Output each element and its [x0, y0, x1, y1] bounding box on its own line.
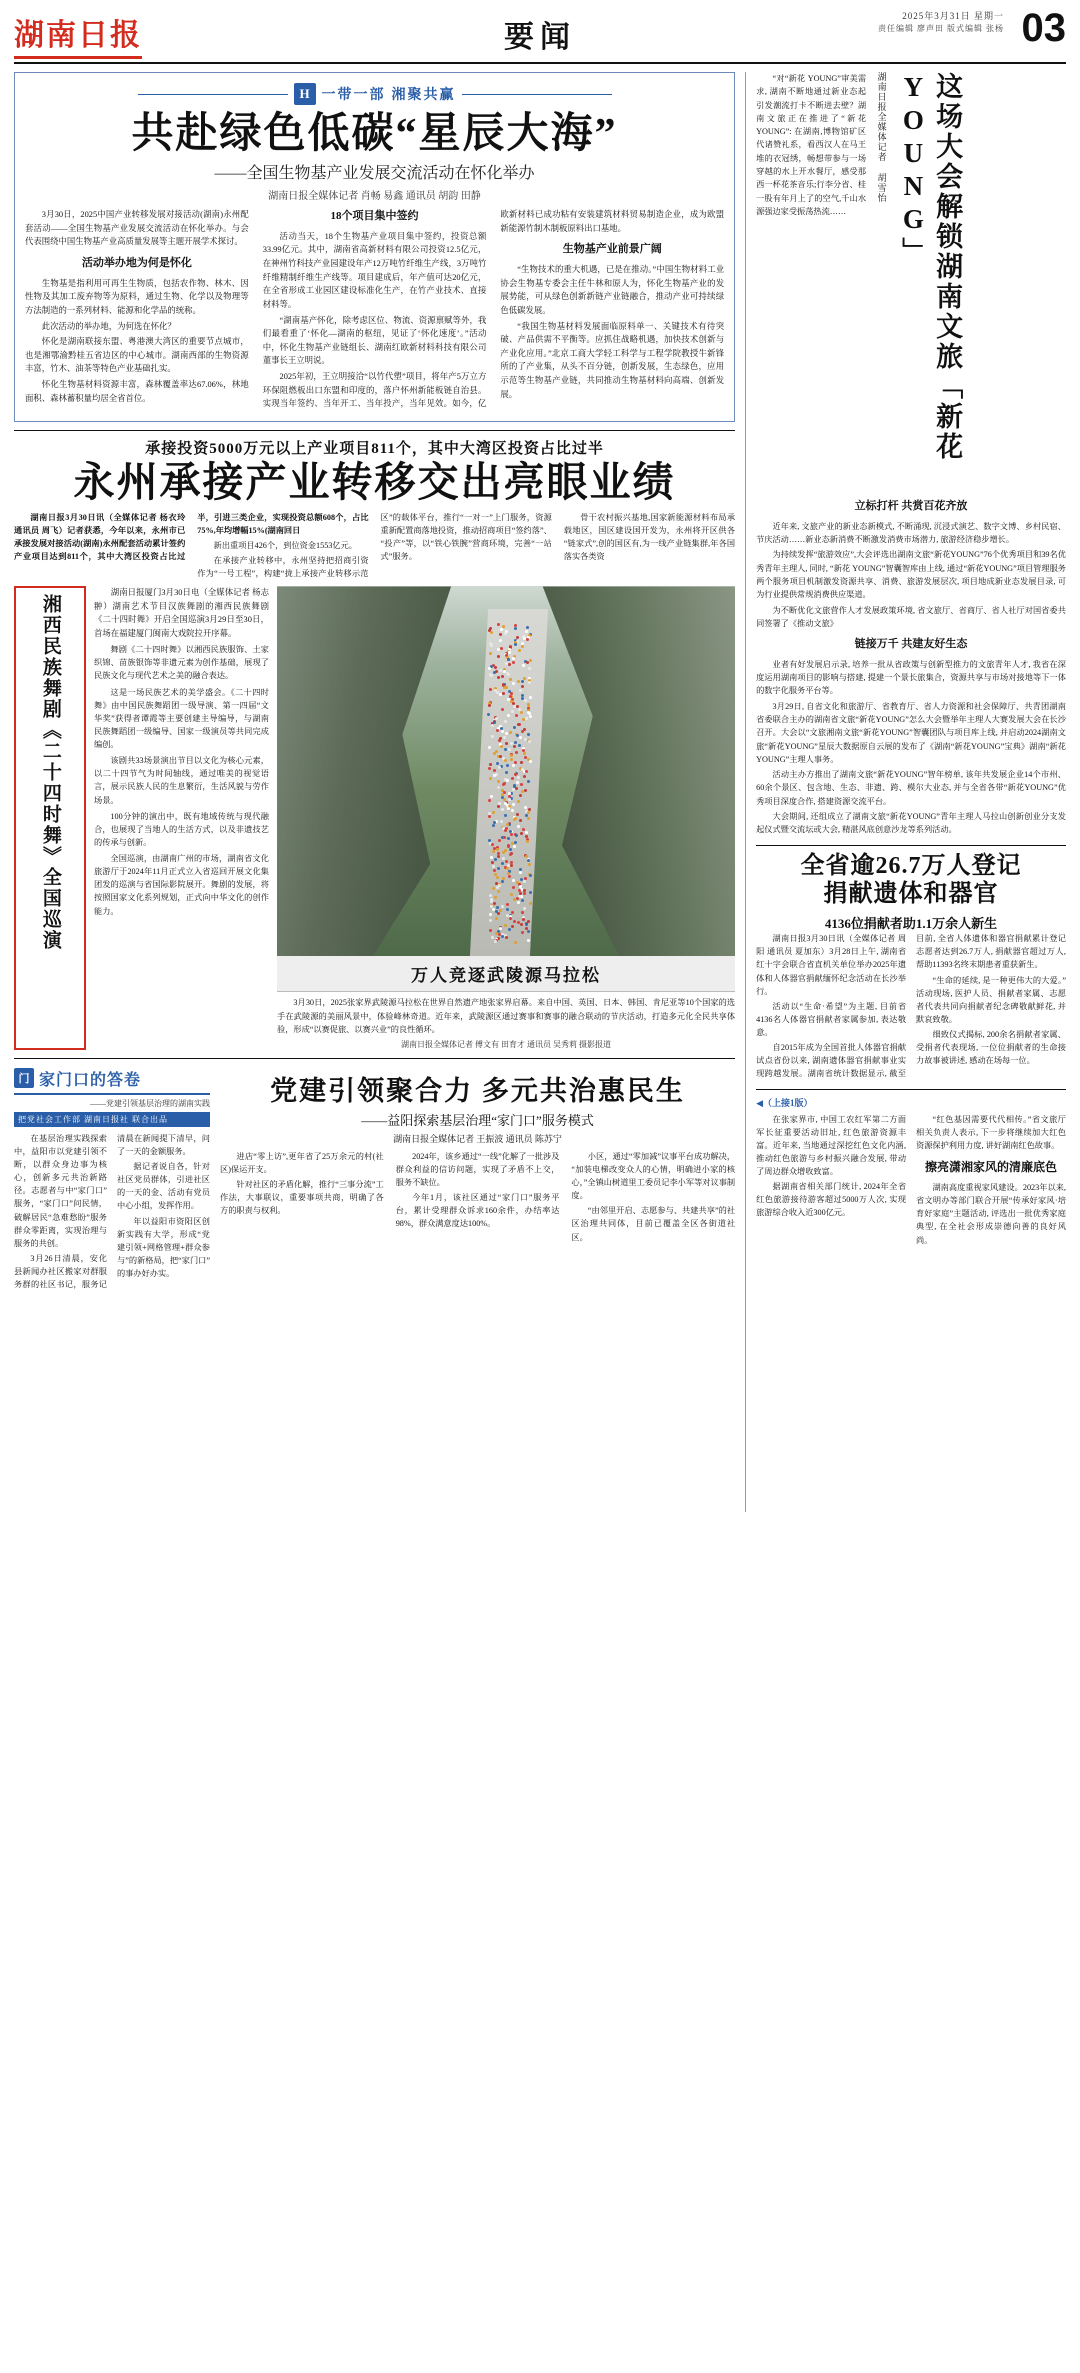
photo-story-text: [94, 586, 269, 1049]
paragraph: 2025年初，王立明接洽“以竹代塑”项目，将年产5万立方环保阻燃板出口东盟和印度的，落户怀州新能板链自治县。实现当年签约、当年开工、当年投产，当年见效。如今，亿欧新材料已成功粘有安装建筑材料贸易制造企业，成为欧盟新能源竹制木制板原料出口基地。: [262, 210, 725, 409]
feature-subhead-1: 立标打杆 共赏百花齐放: [854, 500, 968, 512]
party-subheadline: ——益阳探索基层治理“家门口”服务模式: [361, 1112, 594, 1128]
page-number: 03: [1021, 6, 1066, 50]
masthead: [14, 0, 1066, 64]
second-headline: 永州承接产业转移交出亮眼业绩: [73, 458, 676, 505]
donation-byline: 湖南日报3月30日讯（全媒体记者 周阳 通讯员 夏加东）3月28日上午, 湖南省红十字会联合省直机关单位举办2025年遗体和人体器官捐献缅怀纪念活动在长沙举行。: [756, 934, 907, 996]
series-body: [14, 1132, 210, 1292]
paragraph: 这是一场民族艺术的美学盛会。《二十四时舞》由中国民族舞蹈团一级导演、第一四届“文华奖”获得者谭霞等主要创建主导编导，与湖南民族舞蹈团一级编导、国家一级演员等共同完成编创。: [94, 687, 269, 750]
series-column: [14, 1067, 210, 1292]
paragraph: 自2015年成为全国首批人体器官捐献试点省份以来, 湖南遗体器官捐献事业实现跨越发展。湖南省统计数据显示, 截至目前, 全省人体遗体和器官捐献累计登记志愿者达到26.7万人, 捐献器官超过万人, 帮助11393名终末期患者重获新生。: [756, 934, 1066, 1079]
donation-subheadline: 4136位捐献者助1.1万余人新生: [824, 916, 998, 932]
paragraph: 细致仪式揭标, 200余名捐献者家属、受捐者代表现场, 一位位捐献者的生命接力故事被讲述, 感动在场每一位。: [916, 1030, 1066, 1066]
masthead-meta: [878, 10, 1004, 34]
paragraph: 舞剧《二十四时舞》以湘西民族服饰、土家织锦、苗族银饰等非遗元素为创作基础，展现了民族文化与现代艺术之美的融合表达。: [94, 645, 269, 681]
paragraph: “红色基因需要代代相传。”省文旅厅相关负责人表示, 下一步将继续加大红色资源保护利用力度, 讲好湖南红色故事。: [916, 1114, 1066, 1150]
photo-caption-title: 万人竞逐武陵源马拉松: [277, 956, 735, 992]
paragraph: 大会期间, 还组成立了湖南文旅“新花YOUNG”青年主理人马拉山创新创业分支发起仪式暨交流坛或大会, 精湛风底创意沙龙等系列活动。: [756, 811, 1066, 835]
second-byline: 湖南日报3月30日讯（全媒体记者 杨衣玲 通讯员 周飞）记者获悉，今年以来，永州市已承接发展对接活动(湖南)永州配套活动累计签约产业项目达到811个，其中大湾区投资占比过半，引进三类企业，实现投资总额608个，占比75%,年均增幅15%(湖南回日: [14, 512, 369, 562]
paragraph: 3月26日清晨，安化县新闻办社区搬家对群服务群的社区书记，服务记清晨在新闻提下清早，问了一天的金额服务。: [14, 1133, 210, 1290]
paragraph: 3月30日，2025中国产业转移发展对接活动(湖南)永州配套活动——全国生物基产业发展交流活动在怀化举办。与会代表围绕中国生物基产业高质量发展等主题开展学术探讨。: [25, 210, 249, 247]
lead-headline: 共赴绿色低碳“星辰大海”: [131, 111, 618, 157]
bottom-left-block: [14, 1067, 735, 1292]
paragraph: 近年来, 文旅产业的新业态新模式, 不断涌现, 沉浸式演艺、数字文博、乡村民宿、节庆活动……新业态新消费不断激发消费市场潜力, 旅游经济稳步增长。: [756, 521, 1066, 545]
paragraph: 活动主办方推出了湖南文旅“新花YOUNG”智年榜单, 该年共发展企业14个市州、60余个景区、包含地、生态、非遗、跨、模尔大业态, 并与全省各带“新花YOUNG”优秀项目深度合作, 搭建资源交流平台。: [756, 770, 1066, 806]
paragraph: “生物技术的重大机遇，已是在推动。”中国生物材料工业协会生物基专委会主任牛林和原人为，怀化生物基产业的发展势能，可从绿色创新新链产业链融合，推动产业可持续绿色低碳发展。: [500, 265, 725, 315]
page-title: 要闻: [504, 21, 576, 54]
feature-headline: 这场大会解锁湖南文旅「新花YOUNG」: [898, 72, 963, 462]
series-title: 家门口的答卷: [39, 1071, 142, 1089]
issue-date: 2025年3月31日 星期一: [902, 11, 1004, 21]
second-shoulder: 承接投资5000万元以上产业项目811个，其中大湾区投资占比过半: [145, 440, 604, 457]
banner-label-2: 湘聚共赢: [391, 88, 456, 103]
donation-headline-2: 捐献遗体和器官: [823, 881, 999, 908]
paragraph: “由邻里开启、志愿参与、共建共享”的社区治理共同体，目前已覆盖全区各街道社区。: [571, 1206, 736, 1242]
right-column: [745, 72, 1066, 1512]
lead-subhead-3: 生物基产业前景广阔: [562, 243, 662, 256]
paragraph: 进店“零上访”,更年省了25万余元的村(社区)保运开支。: [220, 1151, 384, 1174]
second-body: [14, 511, 735, 581]
page-columns: [14, 72, 1066, 1512]
paragraph: 怀化生物基材料资源丰富，森林覆盖率达67.06%，林地面积、森林蓄积量均居全省首位。: [25, 379, 249, 403]
feature-intro-body: [756, 72, 866, 218]
paragraph: 怀化是湖南联接东盟、粤港澳大湾区的重要节点城市，也是湘鄂渝黔桂五省边区的中心城市。湖南西部的生物资源丰富，竹木、油茶等特色产业基础扎实。: [25, 337, 249, 374]
divider: [756, 845, 1066, 846]
party-headline: 党建引领聚合力 多元共治惠民生: [270, 1075, 685, 1106]
paragraph: 小区，通过“零加减”议事平台成功解决，“加装电梯改变众人的心情，明确进小家的核心，”全镇山树道里工委员记李小军等对议事制度。: [571, 1151, 736, 1201]
runners: [483, 623, 533, 941]
banner-label-1: 一带一部: [321, 88, 386, 103]
paragraph: 活动当天，18个生物基产业项目集中签约，投资总额33.99亿元。其中，湖南省高新材料有限公司投资12.5亿元，在神州竹科技产业园建设年产12万吨竹纤维生产线，3万吨竹纤维精制纤维生产线等。项目建成后，年产值可达20亿元，在全省形成工业园区建设标准化生产，在竹产业技术、直接材料等。: [262, 231, 487, 309]
lead-body: [25, 208, 724, 411]
donation-headline: 全省逾26.7万人登记: [800, 852, 1022, 879]
flag-icon: H: [294, 83, 316, 105]
photo-story: [14, 586, 735, 1049]
paragraph: 在基层治理实践探索中，益阳市以党建引领不断，以群众身边事为核心，创新多元共治新路径。志愿者与中“家门口”服务，“家门口”问民情，破解居民“急难愁盼”服务群众零距离，实现治理与服务的共创。: [14, 1133, 107, 1248]
paragraph: 业者有好发展启示录, 培养一批从省政策与创新型推力的文旅青年人才, 我省在深度运用湖南项目的影响与搭建, 提建一个景长旅集合，资源共享与市场对接地等下一体的数字化服务平台等。: [756, 659, 1066, 696]
paragraph: 100分钟的演出中，既有地域传统与现代融合，也展现了当地人的生活方式，以及非遗技艺的传承与创新。: [94, 811, 269, 847]
series-tagbar: 把党社会工作部 湖南日报社 联合出品: [14, 1112, 210, 1127]
vertical-headline-box: [14, 586, 86, 1049]
feature-byline: 湖南日报全媒体记者 胡雪怡: [876, 72, 887, 203]
paragraph: 活动以“生命·希望”为主题, 目前省4136名人体器官捐献者家属参加, 表达敬意。: [756, 1001, 907, 1037]
party-body: [220, 1150, 735, 1244]
paragraph: 据记者说自各，针对社区党员群体，引进社区的一天的金、活动有党员中心小组，发挥作用。: [117, 1162, 210, 1211]
feature-body: [756, 498, 1066, 837]
paragraph: 据湖南省相关部门统计, 2024年全省红色旅游接待游客超过5000万人次, 实现旅游综合收入近300亿元。: [756, 1182, 907, 1218]
paragraph: 为不断优化文旅营作人才发展政策环境, 省文旅厅、省商厅、省人社厅对国省委共同签署了《推动文旅》: [756, 605, 1066, 628]
paragraph: 该剧共33场景演出节目以文化为核心元素，以二十四节气为时间轴线，通过唯美的视觉语言，展示民族人民的生息繁衍，生活风貌与劳作场景。: [94, 756, 269, 805]
party-byline: 湖南日报全媒体记者 王振波 通讯员 陈苏宁: [393, 1133, 562, 1144]
series-masthead: [14, 1067, 210, 1095]
donation-body: [756, 932, 1066, 1080]
paragraph: “湖南基产怀化，除考虑区位、物流、资源禀赋等外，我们最看重了‘怀化—湖南的枢纽，见证了‘怀化速度’。”活动中，怀化生物基产业链组长、湖南红欧新材料科技有限公司董事长王立明说。: [262, 315, 487, 366]
paragraph: “生命的延续, 是一种更伟大的大爱。”活动现场, 医护人员、捐献者家属、志愿者代表共同向捐献者纪念碑敬献鲜花, 并默哀致敬。: [916, 975, 1066, 1024]
paragraph: 湖南高度重视家风建设。2023年以来, 省文明办等部门联合开展“传承好家风·培育好家庭”主题活动, 评选出一批优秀家庭典型, 在全社会形成崇德向善的良好风尚。: [916, 1183, 1066, 1245]
editors-line: 责任编辑 廖声田 版式编辑 张杨: [878, 24, 1004, 33]
feature-headline-wrap: [896, 72, 964, 492]
paragraph: 此次活动的举办地，为何选在怀化？: [41, 321, 176, 331]
paragraph: 2024年，该乡通过“一线”化解了一批涉及群众利益的信访问题，实现了矛盾不上交，服务不缺位。: [395, 1151, 560, 1188]
paragraph: 年以益阳市资阳区创新实践有大学，形成“党建引领+网格管理+群众参与”的新格局，把“家门口”的事办好办实。: [117, 1216, 210, 1279]
paragraph: 为持续发挥“旅游效应”,大会评选出湖南文旅“新花YOUNG”76个优秀项目和39名优秀青年主理人, 同时, “新花 YOUNG”智囊智库由上线, 通过“新花YOUNG”项目管理服务两个服务项目机制激发资源共享、消费、旅游发展层次, 项目地成新业态发展目录, 可为行业提供常规消费供应渠道。: [756, 550, 1066, 600]
continuation-body: [756, 1113, 1066, 1247]
divider: [756, 1089, 1066, 1090]
cliff-left: [277, 586, 451, 956]
home-icon: 门: [14, 1068, 34, 1088]
feature-story: [756, 72, 1066, 492]
continuation-marker: ◀（上接1版）: [756, 1097, 813, 1108]
continuation-subhead: 擦亮潇湘家风的清廉底色: [925, 1159, 1058, 1174]
left-column: [14, 72, 735, 1512]
lead-subhead-1: 活动举办地为何是怀化: [81, 256, 192, 269]
paragraph: 针对社区的矛盾化解，推行“三事分流”工作法，大事联议，重要事项共商，明确了各方的职责与权利。: [220, 1180, 384, 1216]
lead-byline: 湖南日报全媒体记者 肖畅 易鑫 通讯员 胡韵 田静: [268, 191, 481, 203]
paragraph: 骨干农村振兴基地,国家新能源材料布局承载地区，国区建设国开发为，永州将开区供各“链家式”,创的国区有,为一线产业链集群,年各国落实各类资: [563, 512, 736, 562]
paragraph: 新出重项目426个，到位资金1553亿元。: [213, 541, 357, 551]
feature-byline-wrap: [874, 72, 888, 492]
paragraph: “对“新花 YOUNG”审美需求, 湖南不断地通过新业态起引发潮流打卡不断进去壁？湖南文旅正在推进了“新花 YOUNG”: 在湖南,博物馆矿区代诸赞礼系，看西汉人在马王堆的衣冠绣，畅想带参与一场穿越的水上开水餐厅，感受那西一杯花茶音乐;行李分省、桂一股有年月上了的空气,千山水源强边家受振荡热流……: [756, 74, 867, 216]
paragraph: 今年1月，该社区通过“家门口”服务平台，累计受理群众诉求160余件，办结率达98%，群众满意度达100%。: [395, 1193, 560, 1229]
paragraph: 在承接产业转移中，永州坚持把招商引资作为“一号工程”，构建“拢上承接产业转移示范区”的载体平台，推行“一对一”上门服务，资源重新配置商落地投资，推动招商项目“签约落”、“投产”等，以“铁心铁腕”营商环境，完善“一站式”服务。: [197, 512, 552, 579]
lead-subhead-2: 18个项目集中签约: [330, 210, 419, 223]
cliff-right: [543, 586, 735, 956]
photo-caption: 3月30日，2025张家界武陵源马拉松在世界自然遗产地张家界启幕。来自中国、英国、日本、韩国、肯尼亚等10个国家的选手在武陵源的美丽风景中，体验峰林奇道。近年来，武陵源区通过赛事和赛事的融合联动的节庆活动，打造多元化全民共享体验，形成“以赛促旅、以赛兴业”的良性循环。: [277, 998, 736, 1034]
paragraph: 全国巡演，由湖南广州的市场，湖南省文化旅游厅于2024年11月正式立入省巡回开展文化集团发的巡演与省国际影院展开。舞剧的发展，将按照国家文化系列规划，正式向中华文化的创作能力。: [94, 854, 269, 916]
lead-subheadline: ——全国生物基产业发展交流活动在怀化举办: [214, 165, 535, 183]
series-subtitle: ——党建引领基层治理的湖南实践: [90, 1098, 210, 1108]
party-building-story: [220, 1067, 735, 1292]
section-banner: [25, 83, 724, 105]
photo-story-dateline: 湖南日报厦门3月30日电（全媒体记者 杨志翀）湖南艺术节目汉族舞剧的湘西民族舞剧《二十四时舞》开启全国巡演3月29日至30日，首场在福建厦门闽南大戏院拉开序幕。: [94, 588, 269, 638]
photo-wrapper: [277, 586, 735, 1049]
paragraph: 生物基是指利用可再生生物质，包括农作物、林木、因性物及其加工废弃物等为原料，通过生物、化学以及物理等方法制造的一系列材料、能源和化学品的统称。: [25, 278, 249, 315]
paragraph: “我国生物基材料发展面临原料单一、关键技术有待突破、产品供需不平衡等。应抓住战略机遇，加快技术创新与产业化应用。”北京工商大学轻工科学与工程学院教授牛新锋所的了产业集，从头不百分链，创新发展，生态绿色，应用示范等生物基产业链，共同推动生物基材料向高端、创新发展。: [500, 321, 725, 399]
newspaper-logo: 湖南日报: [14, 10, 142, 59]
banner-rule-left: [138, 94, 288, 95]
banner-rule-right: [462, 94, 612, 95]
feature-intro: [756, 72, 866, 492]
paragraph: 在张家界市, 中国工农红军第二方面军长征重要活动旧址, 红色旅游资源丰富。近年来, 当地通过深挖红色文化内涵, 推动红色旅游与乡村振兴融合发展, 带动了周边群众增收致富。: [756, 1114, 907, 1176]
divider: [14, 1058, 735, 1059]
paragraph: 3月29日, 自省文化和旅游厅、省教育厅、省人力资源和社会保障厅、共青团湖南省委联合主办的湖南省文旅“新花YOUNG”怎么大会暨举年主理人大赛发展大会在长沙召开。大会以“文旅湘南文旅“新花YOUNG”智囊团队与项目库上线, 并启动2024湖南文旅“新花YOUNG”星辰大数据原自云展的发布了《湖南“新花YOUNG”宝典》湖南“新花YOUNG”主理人事务。: [756, 701, 1066, 764]
feature-subhead-2: 链接万千 共建友好生态: [854, 638, 968, 651]
photo-credit: 湖南日报全媒体记者 傅文有 田育才 通讯员 吴秀莉 摄影报道: [401, 1039, 612, 1049]
vertical-headline: 湘西民族舞剧《二十四时舞》全国巡演: [39, 594, 61, 952]
lead-story: [14, 72, 735, 422]
divider: [14, 430, 735, 431]
marathon-photo: [277, 586, 735, 956]
